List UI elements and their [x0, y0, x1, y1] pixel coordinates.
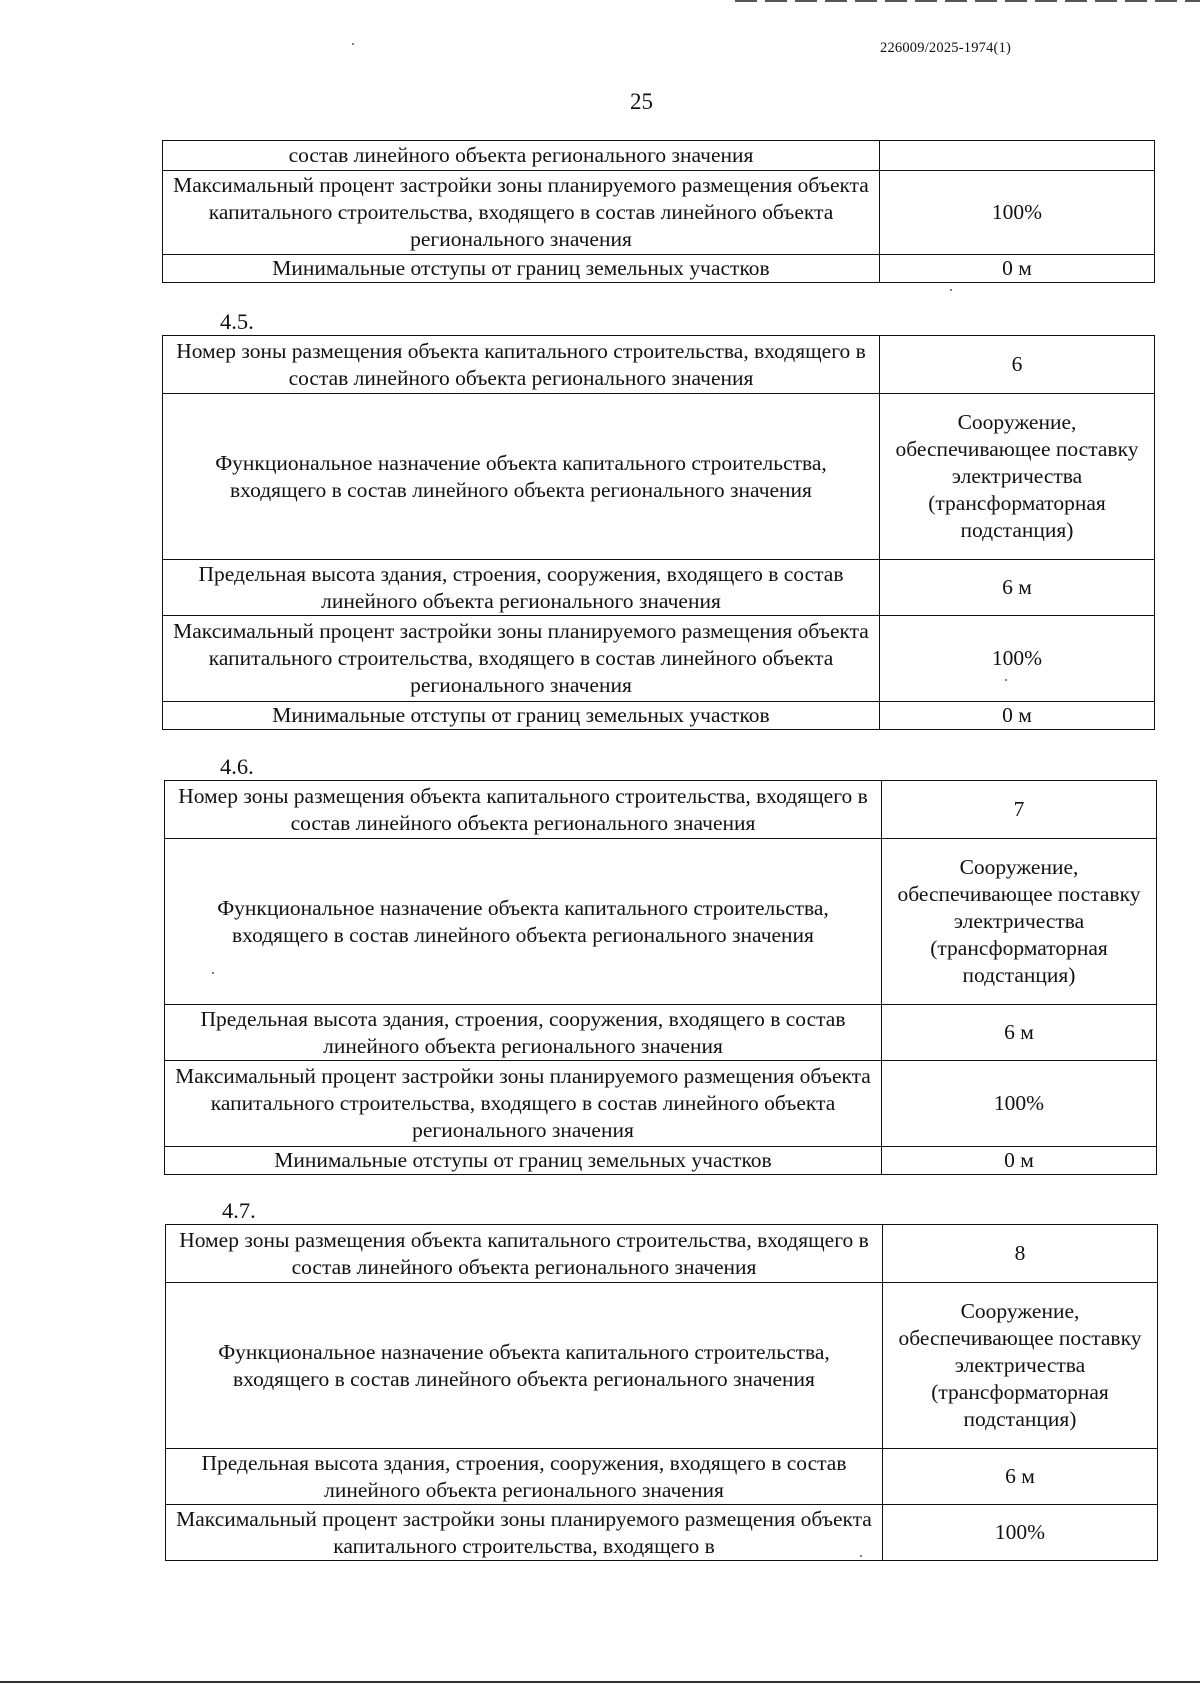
table-row — [166, 1505, 1158, 1561]
param-label: Максимальный процент застройки зоны планируемого размещения объекта капитального строительства, входящего в — [166, 1505, 883, 1561]
scan-edge-line — [0, 1681, 1200, 1683]
param-value: 0 м — [880, 702, 1155, 730]
param-value: 100% — [880, 171, 1155, 255]
param-label: Максимальный процент застройки зоны планируемого размещения объекта капитального строительства, входящего в состав линейного объекта регионального значения — [163, 616, 880, 702]
table-row — [165, 1005, 1157, 1061]
param-value — [880, 141, 1155, 171]
param-value: 100% — [880, 616, 1155, 702]
param-value: 6 м — [880, 560, 1155, 616]
param-value: 0 м — [880, 255, 1155, 283]
param-value: Сооружение, обеспечивающее поставку электричества (трансформаторная подстанция) — [880, 394, 1155, 560]
param-label: Номер зоны размещения объекта капитального строительства, входящего в состав линейного объекта регионального значения — [165, 781, 882, 839]
table-row — [163, 171, 1155, 255]
param-label: Предельная высота здания, строения, сооружения, входящего в состав линейного объекта регионального значения — [166, 1449, 883, 1505]
table-row — [165, 1061, 1157, 1147]
param-label: Функциональное назначение объекта капитального строительства, входящего в состав линейного объекта регионального значения — [165, 839, 882, 1005]
section-number: 4.7. — [222, 1198, 256, 1223]
table-row — [163, 394, 1155, 560]
param-value: 6 м — [882, 1005, 1157, 1061]
scan-speck — [352, 43, 354, 45]
param-value: 100% — [882, 1061, 1157, 1147]
param-label: Предельная высота здания, строения, сооружения, входящего в состав линейного объекта регионального значения — [163, 560, 880, 616]
zone-table — [162, 335, 1155, 730]
param-label: Максимальный процент застройки зоны планируемого размещения объекта капитального строительства, входящего в состав линейного объекта регионального значения — [163, 171, 880, 255]
continuation-table — [162, 140, 1155, 283]
table-row — [163, 560, 1155, 616]
param-value: 100% — [883, 1505, 1158, 1561]
zone-table — [165, 1224, 1158, 1561]
table-row — [166, 1225, 1158, 1283]
scan-edge-line — [735, 0, 1200, 2]
table-row — [166, 1283, 1158, 1449]
table-row — [165, 781, 1157, 839]
table-row — [163, 702, 1155, 730]
table-row — [165, 839, 1157, 1005]
document-id: 226009/2025-1974(1) — [880, 40, 1012, 56]
scan-speck — [860, 1555, 862, 1557]
zone-table — [164, 780, 1157, 1175]
param-value: 0 м — [882, 1147, 1157, 1175]
param-value: 6 м — [883, 1449, 1158, 1505]
param-value: 6 — [880, 336, 1155, 394]
section-number: 4.6. — [220, 754, 254, 779]
param-label: Предельная высота здания, строения, сооружения, входящего в состав линейного объекта регионального значения — [165, 1005, 882, 1061]
param-label: Минимальные отступы от границ земельных участков — [165, 1147, 882, 1175]
param-label: Номер зоны размещения объекта капитального строительства, входящего в состав линейного объекта регионального значения — [166, 1225, 883, 1283]
scan-speck — [212, 972, 214, 974]
param-label: Минимальные отступы от границ земельных участков — [163, 255, 880, 283]
table-row — [163, 141, 1155, 171]
param-label: Максимальный процент застройки зоны планируемого размещения объекта капитального строительства, входящего в состав линейного объекта регионального значения — [165, 1061, 882, 1147]
scan-speck — [950, 289, 952, 291]
table-row — [163, 255, 1155, 283]
param-value: Сооружение, обеспечивающее поставку электричества (трансформаторная подстанция) — [882, 839, 1157, 1005]
section-number: 4.5. — [220, 309, 254, 334]
param-value: 7 — [882, 781, 1157, 839]
param-label: Функциональное назначение объекта капитального строительства, входящего в состав линейного объекта регионального значения — [166, 1283, 883, 1449]
param-label: состав линейного объекта регионального значения — [163, 141, 880, 171]
table-row — [165, 1147, 1157, 1175]
page-number: 25 — [630, 89, 653, 114]
param-label: Функциональное назначение объекта капитального строительства, входящего в состав линейного объекта регионального значения — [163, 394, 880, 560]
param-value: 8 — [883, 1225, 1158, 1283]
param-label: Номер зоны размещения объекта капитального строительства, входящего в состав линейного объекта регионального значения — [163, 336, 880, 394]
param-value: Сооружение, обеспечивающее поставку электричества (трансформаторная подстанция) — [883, 1283, 1158, 1449]
table-row — [166, 1449, 1158, 1505]
table-row — [163, 336, 1155, 394]
scan-speck — [1005, 679, 1007, 681]
param-label: Минимальные отступы от границ земельных участков — [163, 702, 880, 730]
table-row — [163, 616, 1155, 702]
